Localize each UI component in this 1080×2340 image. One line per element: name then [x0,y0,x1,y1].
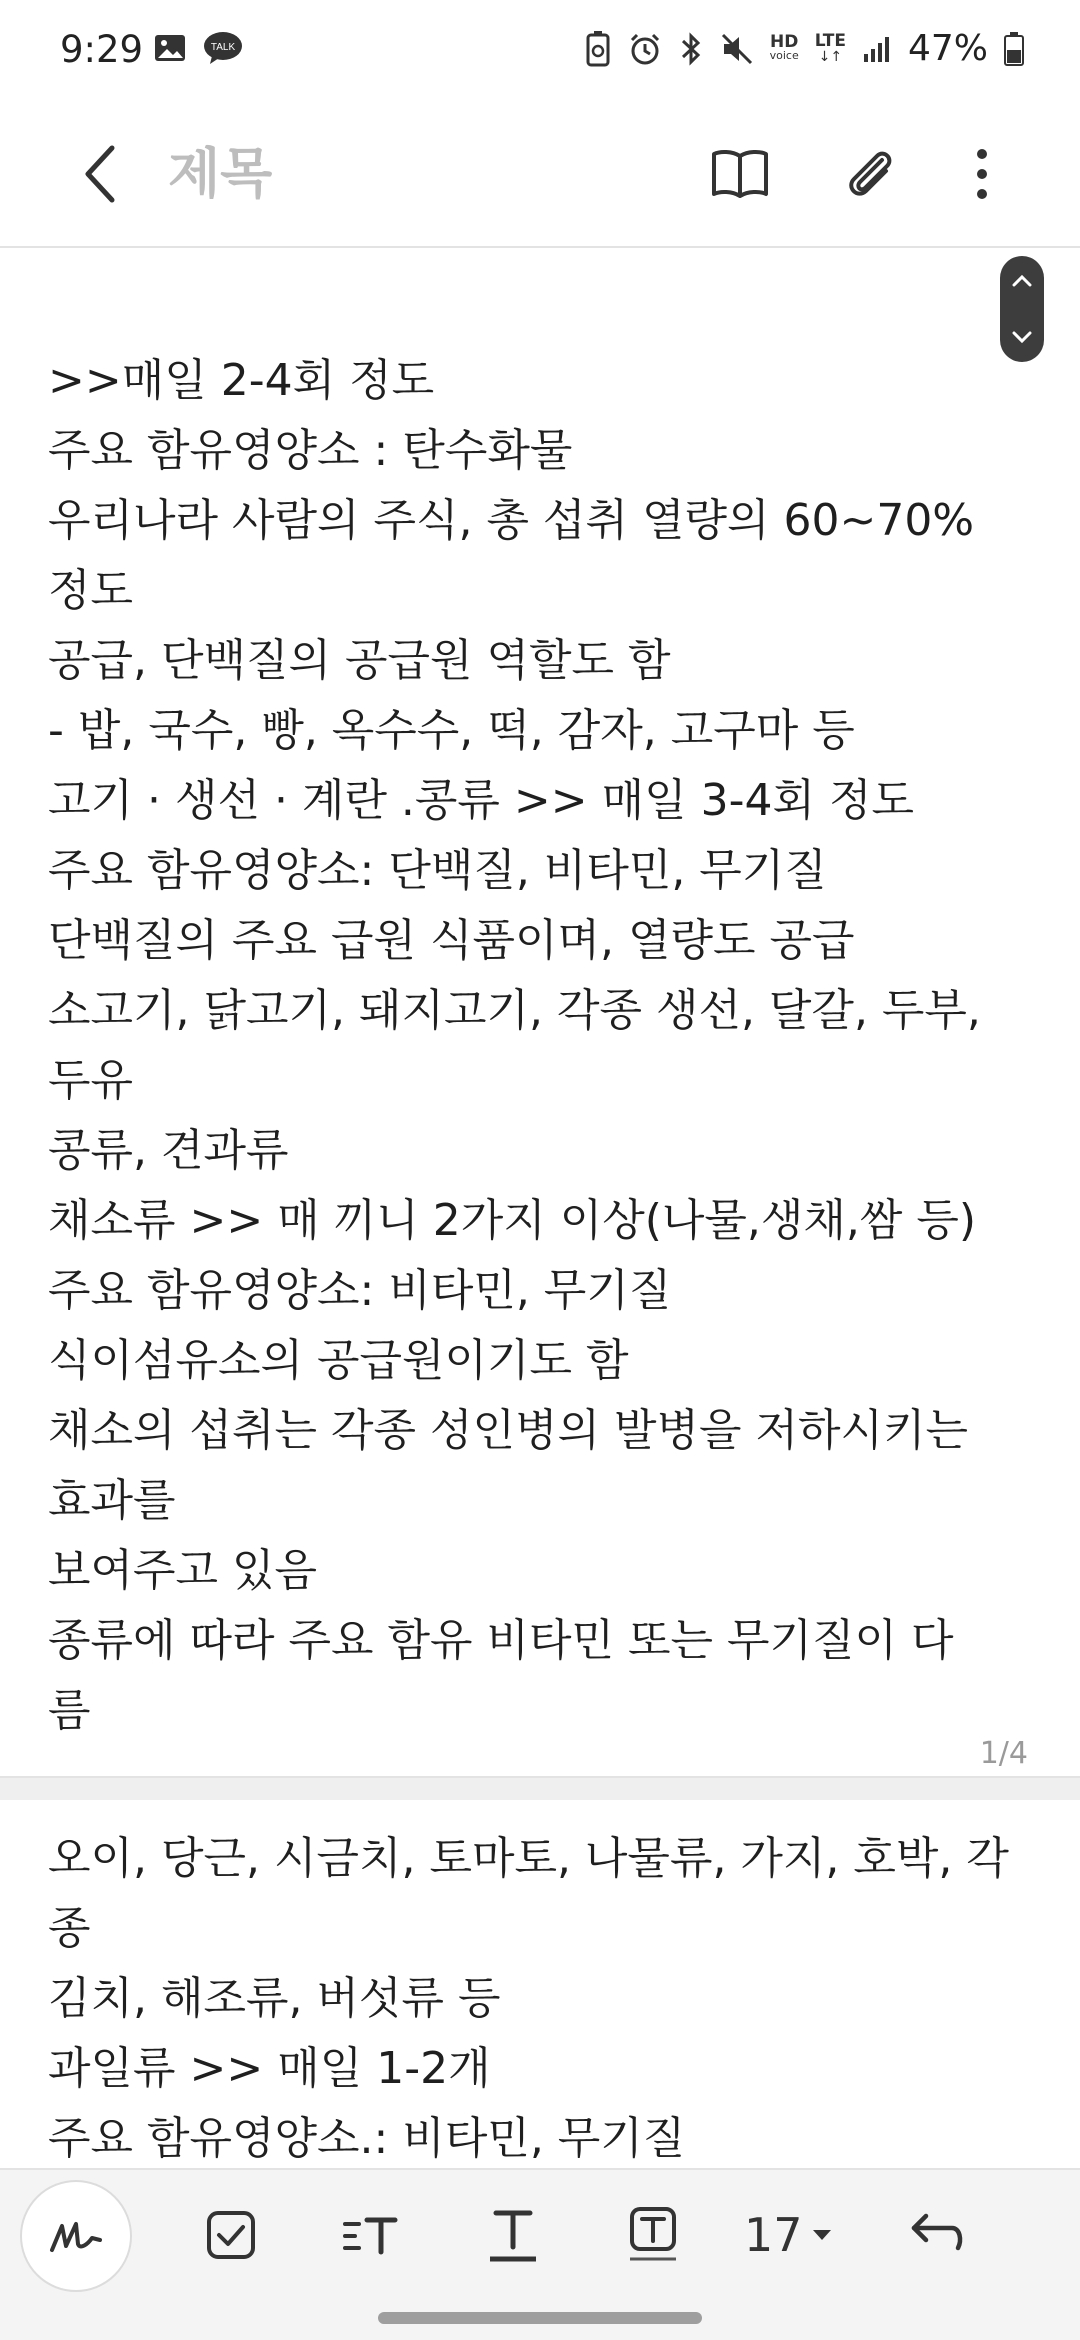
battery-percent: 47% [907,28,988,69]
bluetooth-icon [678,31,704,67]
hd-voice-icon [769,31,799,63]
note-line[interactable]: 주요 함유영양소.: 비타민, 무기질 [48,2113,686,2164]
note-line[interactable]: 공급, 단백질의 공급원 역할도 함 [48,635,671,686]
lte-icon [814,30,846,65]
title-input[interactable]: 제목 [168,142,273,205]
paragraph-style-button[interactable] [326,2190,416,2280]
note-line[interactable]: 정도 [48,565,134,616]
note-page-1[interactable] [0,248,1080,1778]
editing-toolbar [0,2168,1080,2298]
note-line[interactable]: 소고기, 닭고기, 돼지고기, 각종 생선, 달갈, 두부, [48,985,981,1036]
note-line[interactable]: 고기 · 생선 · 계란 .콩류 >> 매일 3-4회 정도 [48,775,914,826]
text-color-button[interactable] [608,2190,698,2280]
back-arrow-icon [78,144,122,204]
talk-badge-label: TALK [210,42,236,53]
status-time: 9:29 [60,28,144,71]
text-style-icon [486,2205,540,2265]
voice-label: voice [769,48,799,62]
note-line[interactable]: 종 [48,1903,91,1954]
note-line[interactable]: - 밥, 국수, 빵, 옥수수, 떡, 감자, 고구마 등 [48,705,855,756]
handwriting-button[interactable] [20,2180,132,2292]
more-vertical-icon [972,146,992,202]
kakaotalk-icon [202,30,244,66]
note-line[interactable]: 주요 함유영양소: 단백질, 비타민, 무기질 [48,845,827,896]
text-format-icon [341,2212,401,2258]
note-line[interactable]: 콩류, 견과류 [48,1125,289,1176]
system-navigation-bar [0,2296,1080,2340]
note-line[interactable]: 우리나라 사람의 주식, 총 섭취 열량의 60~70% [48,495,975,546]
notification-icons [152,30,244,66]
note-line[interactable]: 주요 함유영양소: 비타민, 무기질 [48,1265,672,1316]
note-line[interactable]: 주요 함유영양소 : 탄수화물 [48,425,573,476]
checkbox-button[interactable] [186,2190,276,2280]
reading-mode-button[interactable] [700,134,780,214]
note-line[interactable]: 두유 [48,1055,134,1106]
note-line[interactable]: 채소의 섭취는 각종 성인병의 발병을 저하시키는 [48,1405,969,1456]
mute-icon [720,32,754,66]
handwriting-icon [48,2216,104,2256]
note-body-page-1[interactable] [48,346,1040,1746]
note-line[interactable]: >>매일 2-4회 정도 [48,355,435,406]
chevron-up-icon[interactable] [1011,274,1033,288]
note-line[interactable]: 종류에 따라 주요 함유 비타민 또는 무기질이 다 [48,1615,954,1666]
note-line[interactable]: 름 [48,1685,91,1736]
back-button[interactable] [60,134,140,214]
note-line[interactable]: 오이, 당근, 시금치, 토마토, 나물류, 가지, 호박, 각 [48,1833,1009,1884]
note-line[interactable]: 채소류 >> 매 끼니 2가지 이상(나물,생채,쌈 등) [48,1195,977,1246]
gallery-icon [152,30,188,66]
note-line[interactable]: 식이섬유소의 공급원이기도 함 [48,1335,629,1386]
note-line[interactable]: 보여주고 있음 [48,1545,318,1596]
home-gesture-pill[interactable] [378,2312,702,2324]
page-scroll-handle[interactable] [1000,256,1044,362]
checkbox-icon [205,2209,257,2261]
more-options-button[interactable] [942,134,1022,214]
data-arrows-icon: ↓↑ [818,48,843,65]
alarm-icon [628,32,662,66]
note-body-page-2[interactable] [48,1824,1040,2174]
font-size-value: 17 [744,2208,803,2262]
system-status-icons [584,28,1024,69]
status-bar [0,0,1080,104]
dropdown-triangle-icon [811,2228,833,2242]
hd-label: HD [770,31,799,52]
note-line[interactable]: 과일류 >> 매일 1-2개 [48,2043,491,2094]
paperclip-icon [840,144,900,204]
app-bar [0,104,1080,248]
note-page-2[interactable] [0,1800,1080,2170]
battery-icon [1004,32,1024,66]
signal-icon [862,34,892,64]
undo-button[interactable] [892,2190,982,2280]
undo-icon [908,2210,966,2260]
attach-button[interactable] [830,134,910,214]
book-icon [710,148,770,200]
font-size-selector[interactable] [744,2200,833,2270]
note-line[interactable]: 김치, 해조류, 버섯류 등 [48,1973,501,2024]
text-style-button[interactable] [468,2190,558,2280]
chevron-down-icon[interactable] [1011,330,1033,344]
lte-label: LTE [814,30,846,51]
text-box-icon [626,2205,680,2265]
note-line[interactable]: 효과를 [48,1475,176,1526]
battery-saver-icon [584,31,612,67]
page-number: 1/4 [979,1736,1028,1771]
note-line[interactable]: 단백질의 주요 급원 식품이며, 열량도 공급 [48,915,855,966]
